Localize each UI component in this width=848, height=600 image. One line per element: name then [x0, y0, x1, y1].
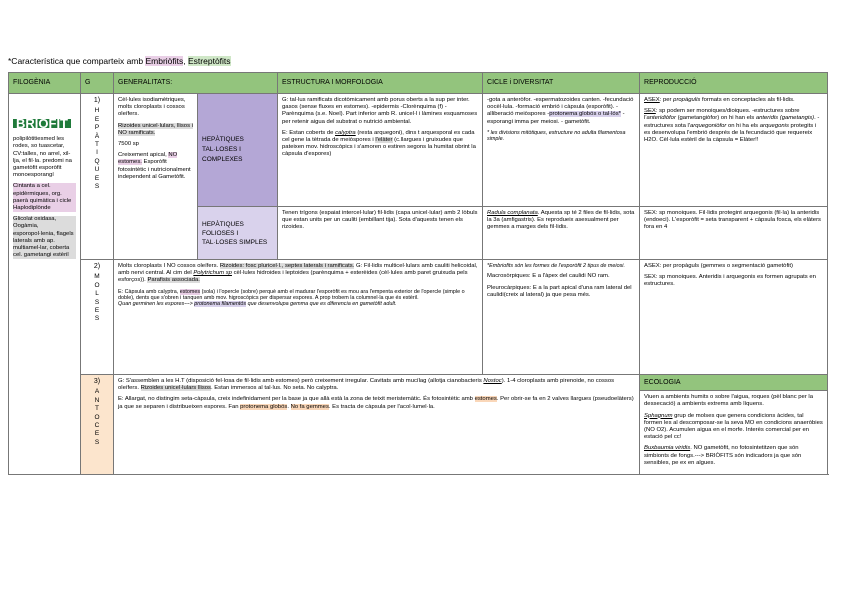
- hepatiques-letter: H: [94, 107, 100, 115]
- hepatiques-letter: Q: [94, 157, 100, 165]
- mol-rep1: ASEX: per propàguls (gemmes o segmentació gametòfit): [644, 263, 793, 269]
- hepatiques-reproduccio-2: SEX: sp monoiques. Fil·lidis protegint arquegonis (fil·la) la anteridis (endoeci). L'esporòfit = seta transparent + càpsula fosca, els elàters fora en 4: [640, 207, 828, 260]
- rep2i: arquegonis: [759, 122, 789, 129]
- header-g: G: [81, 73, 114, 94]
- antocerotes-letter: O: [94, 413, 100, 421]
- note-prefix: *Característica que comparteix amb: [8, 56, 146, 66]
- rep1d: formats en conceptacles als fil·lidis.: [700, 97, 795, 103]
- mol-rep2: SEX: sp monoiques. Anteridis i arquegonis es formen agrupats en estructures.: [644, 274, 816, 288]
- ant-gen2b: estomes: [474, 396, 497, 403]
- cicle1-highlight: protonema globós o tal·lós*: [549, 111, 621, 118]
- rep1a: ASEX: [644, 97, 660, 103]
- antocerotes-letter: E: [94, 430, 100, 438]
- note-embriofits: Embriòfits: [145, 56, 184, 66]
- ant-gen1: G: S'assemblen a les H.T (disposició fel·losa de fil·lidis amb estomes) però creixement irregular. Cavitats amb mucílag (allotja cianobacteris: [118, 378, 484, 384]
- eco1: Viuen a ambients humits o sobre l'aigua, roques (pèl blanc per la dessecació) a ambients extrems amb líquens.: [644, 394, 814, 408]
- calyptra-term: calyptra: [335, 129, 356, 136]
- mol-gen2f: que desenvolupa gemma que es diferencia en gametòfit adult.: [246, 301, 397, 308]
- mol-cicle2: Macrosòrpiques: E a l'àpex del caulidi NO ram.: [487, 273, 610, 280]
- mol-gen1c: G: Fil·lidis multicel·lulars amb cauliti helicoidal, amb nervi central. Al cim del: [118, 263, 478, 277]
- cicle1b: -esporangi imma per meiosi. - gametòfit.: [487, 111, 625, 125]
- antocerotes-number: 3): [93, 378, 101, 385]
- summary-table: [8, 72, 828, 475]
- hep-gen4b: NO estomes.: [118, 152, 178, 166]
- header-filogenia: FILOGÈNIA: [9, 73, 81, 94]
- mol-gen2a: E: Càpsula amb calyptra,: [118, 288, 180, 295]
- ant-gen2d: protonema globós: [240, 403, 288, 410]
- molses-number: 2): [93, 263, 101, 270]
- ecologia-cell: [640, 375, 828, 475]
- brio-title: BRIÒFIT: [13, 119, 71, 128]
- eco3b: . NO gametòfit, no fotosintetitzen que són simbionts de fongs.---> BRIÒFITS són indicadors ja que són sensibles, pe ex en algues.: [644, 445, 802, 466]
- hepatiques-reproduccio-1: [640, 94, 828, 207]
- antocerotes-letter: T: [95, 405, 99, 413]
- antocerotes-generalitats: [114, 375, 640, 475]
- filogenia-text3: Glicolat oxidasa, Oogàmia, esporopol·lenia, flagels laterals amb ap. multiamel-lar, coberta cel. gametangi estèril: [13, 216, 76, 259]
- ant-gen2f: No fa gemmes: [290, 403, 329, 410]
- header-reproduccio: REPRODUCCIÓ: [640, 73, 828, 94]
- cicle3b: . Aquesta sp té 2 files de fil·lidis, sota la 3a (amfigastris). Es reprodueix asexualment per gemmes a marges dels fil·lidis.: [487, 210, 635, 231]
- molses-letter: E: [94, 307, 100, 315]
- buxbaumia-term: Buxbaumia viridis: [644, 445, 691, 452]
- eco2b: grup de molses que genera condicions àcides, tal formen les al descomposar-se la seva MO en condicions anaeròbies (NO O2). Acumulen aigua en el morfe. Interès comercial per en estació pel cc!: [644, 412, 823, 441]
- talloses-struct2e: (c.llargues i gruixudes que pateixen mov. hidroscòpics i s'amoren o estiren segons la humitat obrint la càpsula d'espores): [282, 137, 476, 158]
- row-molses: [9, 260, 828, 375]
- hepatiques-letter: S: [94, 183, 100, 191]
- talloses-struct2c: (resta arquegoni), dins t arquesporal es cada cel gene la tètrada de meiòspores i: [282, 129, 475, 144]
- label-hepatiques: [81, 94, 114, 260]
- header-generalitats: GENERALITATS:: [114, 73, 278, 94]
- nostoc-term: Nostoc: [483, 378, 502, 384]
- rep2j: protegits i es desenvolupa l'embrió després de la fecundació que requereix H2O. Cèl·lula estèril de la càpsula = Elàter!!: [644, 122, 817, 144]
- row-antocerotes: [9, 375, 828, 475]
- rep2h: on hi ha els: [726, 122, 760, 129]
- header-row: [9, 73, 828, 94]
- rep2e: anteridis (gametangis): [755, 115, 815, 122]
- header-cicle: CICLE i DIVERSITAT: [483, 73, 640, 94]
- hep-gen2: Rizoides unicel·lulars, llisos i NO ramificats.: [118, 122, 193, 136]
- rep1c: propàgulis: [673, 97, 701, 103]
- mol-gen1a: Molts cloroplasts I NO cossos oleífers.: [118, 263, 220, 269]
- legend-note: [8, 56, 231, 66]
- header-estructura: ESTRUCTURA I MORFOLOGIA: [278, 73, 483, 94]
- molses-cicle: [483, 260, 640, 375]
- rep2a: SEX: [644, 108, 656, 115]
- rep2c: anteridiòfor: [646, 115, 676, 122]
- hepatiques-letter: U: [94, 166, 100, 174]
- hepatiques-letter: I: [96, 149, 98, 157]
- row-hepatiques-talloses: [9, 94, 828, 207]
- rep1b: : per: [659, 97, 674, 103]
- antocerotes-letter: S: [94, 438, 100, 446]
- note-sep: ,: [183, 56, 189, 66]
- label-molses: [81, 260, 114, 375]
- rep2f: . -estructures sota l': [644, 115, 820, 129]
- hepatiques-letter: P: [94, 124, 100, 132]
- molses-letter: L: [95, 290, 99, 298]
- hep-gen4c: Esporòfit fotosintètic i nutricionalment independent al Gametòfit.: [118, 159, 191, 180]
- filogenia-cell: [9, 94, 81, 475]
- antocerotes-letter: N: [94, 396, 100, 404]
- mol-cicle1: *Embriofits són les formes de l'esporòfit 2 tipus de meiosi.: [487, 263, 625, 269]
- mol-gen2c: (sola) i l'opercle (sobre) perquè amb el madurar l'esporòfit es mou ara l'empenta exterior de l'opercle (simple o doble), dents que s'obren i tanquen amb mov. higroscòpics per dispersar espores. A prop trobem la columnel·la que és estèril.: [118, 288, 465, 302]
- rep2g: arquegoniòfor: [690, 122, 727, 129]
- molses-generalitats: [114, 260, 483, 375]
- header-ecologia: ECOLOGIA: [640, 375, 827, 391]
- folioses-estructura: Tenen trígons (espaiat intercel·lular) fil·lidis (capa unicel·lular) amb 2 lòbuls que estan units per un cauliti (embillant tija). Sota d'aquests tenen els rizoides.: [278, 207, 483, 260]
- sphagnum-term: Sphagnum: [644, 412, 673, 419]
- ant-gen2a: E: Allargat, no distingim seta-càpsula, creix indefinidament per la base ja que allà està la zona de teixit meristemàtic. És fotosintètic amb: [118, 396, 475, 403]
- talloses-struct2a: E: Estan coberts de: [282, 129, 336, 136]
- cicle2: * les divisions mitòtiques, estructure no adulta filamentosa simple.: [487, 129, 626, 143]
- hepatiques-letter: E: [94, 174, 100, 182]
- elater-term: l'elàter: [375, 137, 393, 144]
- radula-term: Radula complanata: [487, 210, 538, 216]
- molses-reproduccio: [640, 260, 828, 375]
- mol-gen2b: estomes: [179, 288, 201, 295]
- antocerotes-letter: A: [94, 388, 100, 396]
- hep-gen3: 7500 sp: [118, 141, 139, 148]
- ant-gen1d: Rizoides unicel·lulars llisos: [140, 385, 211, 392]
- talloses-estructura: [278, 94, 483, 207]
- hep-gen4a: Creixement apical,: [118, 152, 169, 159]
- hepatiques-cicle-1: [483, 94, 640, 207]
- label-talloses: HEPÀTIQUES TAL·LOSES I COMPLEXES: [198, 94, 278, 207]
- hepatiques-letter: E: [94, 115, 100, 123]
- molses-letter: S: [94, 315, 100, 323]
- filogenia-text1: polipilòtitiesmed les rodes, so tuascetar, CV:talles, no arrel, xil-lja, el fil·la. predomi na gametòfit esporòfit monoesporangí: [13, 136, 72, 179]
- hepatiques-cicle-2: [483, 207, 640, 260]
- rep2d: (gametangiòfor) on hi han els: [675, 115, 756, 122]
- hepatiques-letter: À: [94, 132, 100, 140]
- mol-gen2e: protonema filamentós: [194, 301, 247, 308]
- mol-gen1b: Rizoides: fosc pluricel·l., septes laterals i ramificats.: [219, 263, 355, 269]
- antocerotes-letter: C: [94, 422, 100, 430]
- filogenia-text2: Cintanta a cel. epidèrmiques, org. paerà quimàtica i cicle Haplodiplònde: [13, 183, 76, 212]
- molses-letter: S: [94, 298, 100, 306]
- hepatiques-number: 1): [93, 97, 101, 104]
- mol-cicle3: Pleurocàrpiques: E a la part apical d'una ram lateral del caulidi(creix al lateral) ja que pesa més.: [487, 284, 632, 298]
- mol-gen2d: Quan germinen les espores--->: [118, 301, 195, 308]
- ant-gen1e: . Estan immersos al tal·lus. No seta. No calyptra.: [210, 385, 339, 392]
- ant-gen1c: ). 1-4 cloroplasts amb pirenoide, no cossos oleífers.: [118, 378, 615, 392]
- hep-gen1: Cèl·lules isodiamètriques, molts cloroplasts i cossos oleífers.: [118, 97, 186, 118]
- ant-gen2e: .: [287, 403, 291, 410]
- label-antocerotes: [81, 375, 114, 475]
- molses-letter: O: [94, 281, 100, 289]
- cicle1: -gota a anteròfor. -espermatozoides canten. -fecundació oocèl·lula. -formació embrió i càpsula (esporòfit). -alliberació meiòspores -: [487, 97, 634, 118]
- talloses-struct1: G: tal·lus ramificats dicotòmicament amb porus oberts a la sup per inter. gasos (sense fluxes en estomes). -epidermis -Clorènquima (f) -Parènquima (s.e. Noel). Part inferior amb R. unicel·l i làmines esquamoses per retenir aigua del substrat o nutrició ambiental.: [282, 97, 478, 125]
- mol-gen1e: cèl·lules hidroides i leptoides (parènquima + esterèides (cèl·lules amb paret gruixuda pels esforços)).: [118, 270, 468, 284]
- molses-letter: M: [94, 273, 100, 281]
- mol-gen1f: Parafisis associada.: [147, 277, 200, 284]
- ant-gen2c: . Per obrir-se fa en 2 valves llargues (pseudoelàters) ja que se separen i distribueixen espores. Fan: [118, 396, 634, 410]
- hepatiques-generalitats: [114, 94, 198, 260]
- label-folioses: HEPÀTIQUES FOLIOSES I TAL·LOSES SIMPLES: [198, 207, 278, 260]
- polytrichum-term: Polytrichum sp: [193, 270, 232, 277]
- note-estreptofits: Estreptòfits: [188, 56, 231, 66]
- hepatiques-letter: T: [95, 141, 99, 149]
- ant-gen2g: . Es tracta de càpsula per l'acol·lumel·la.: [328, 403, 435, 410]
- rep2b: : sp podem ser monoiques/dioiques. -estructures sobre l': [644, 108, 800, 122]
